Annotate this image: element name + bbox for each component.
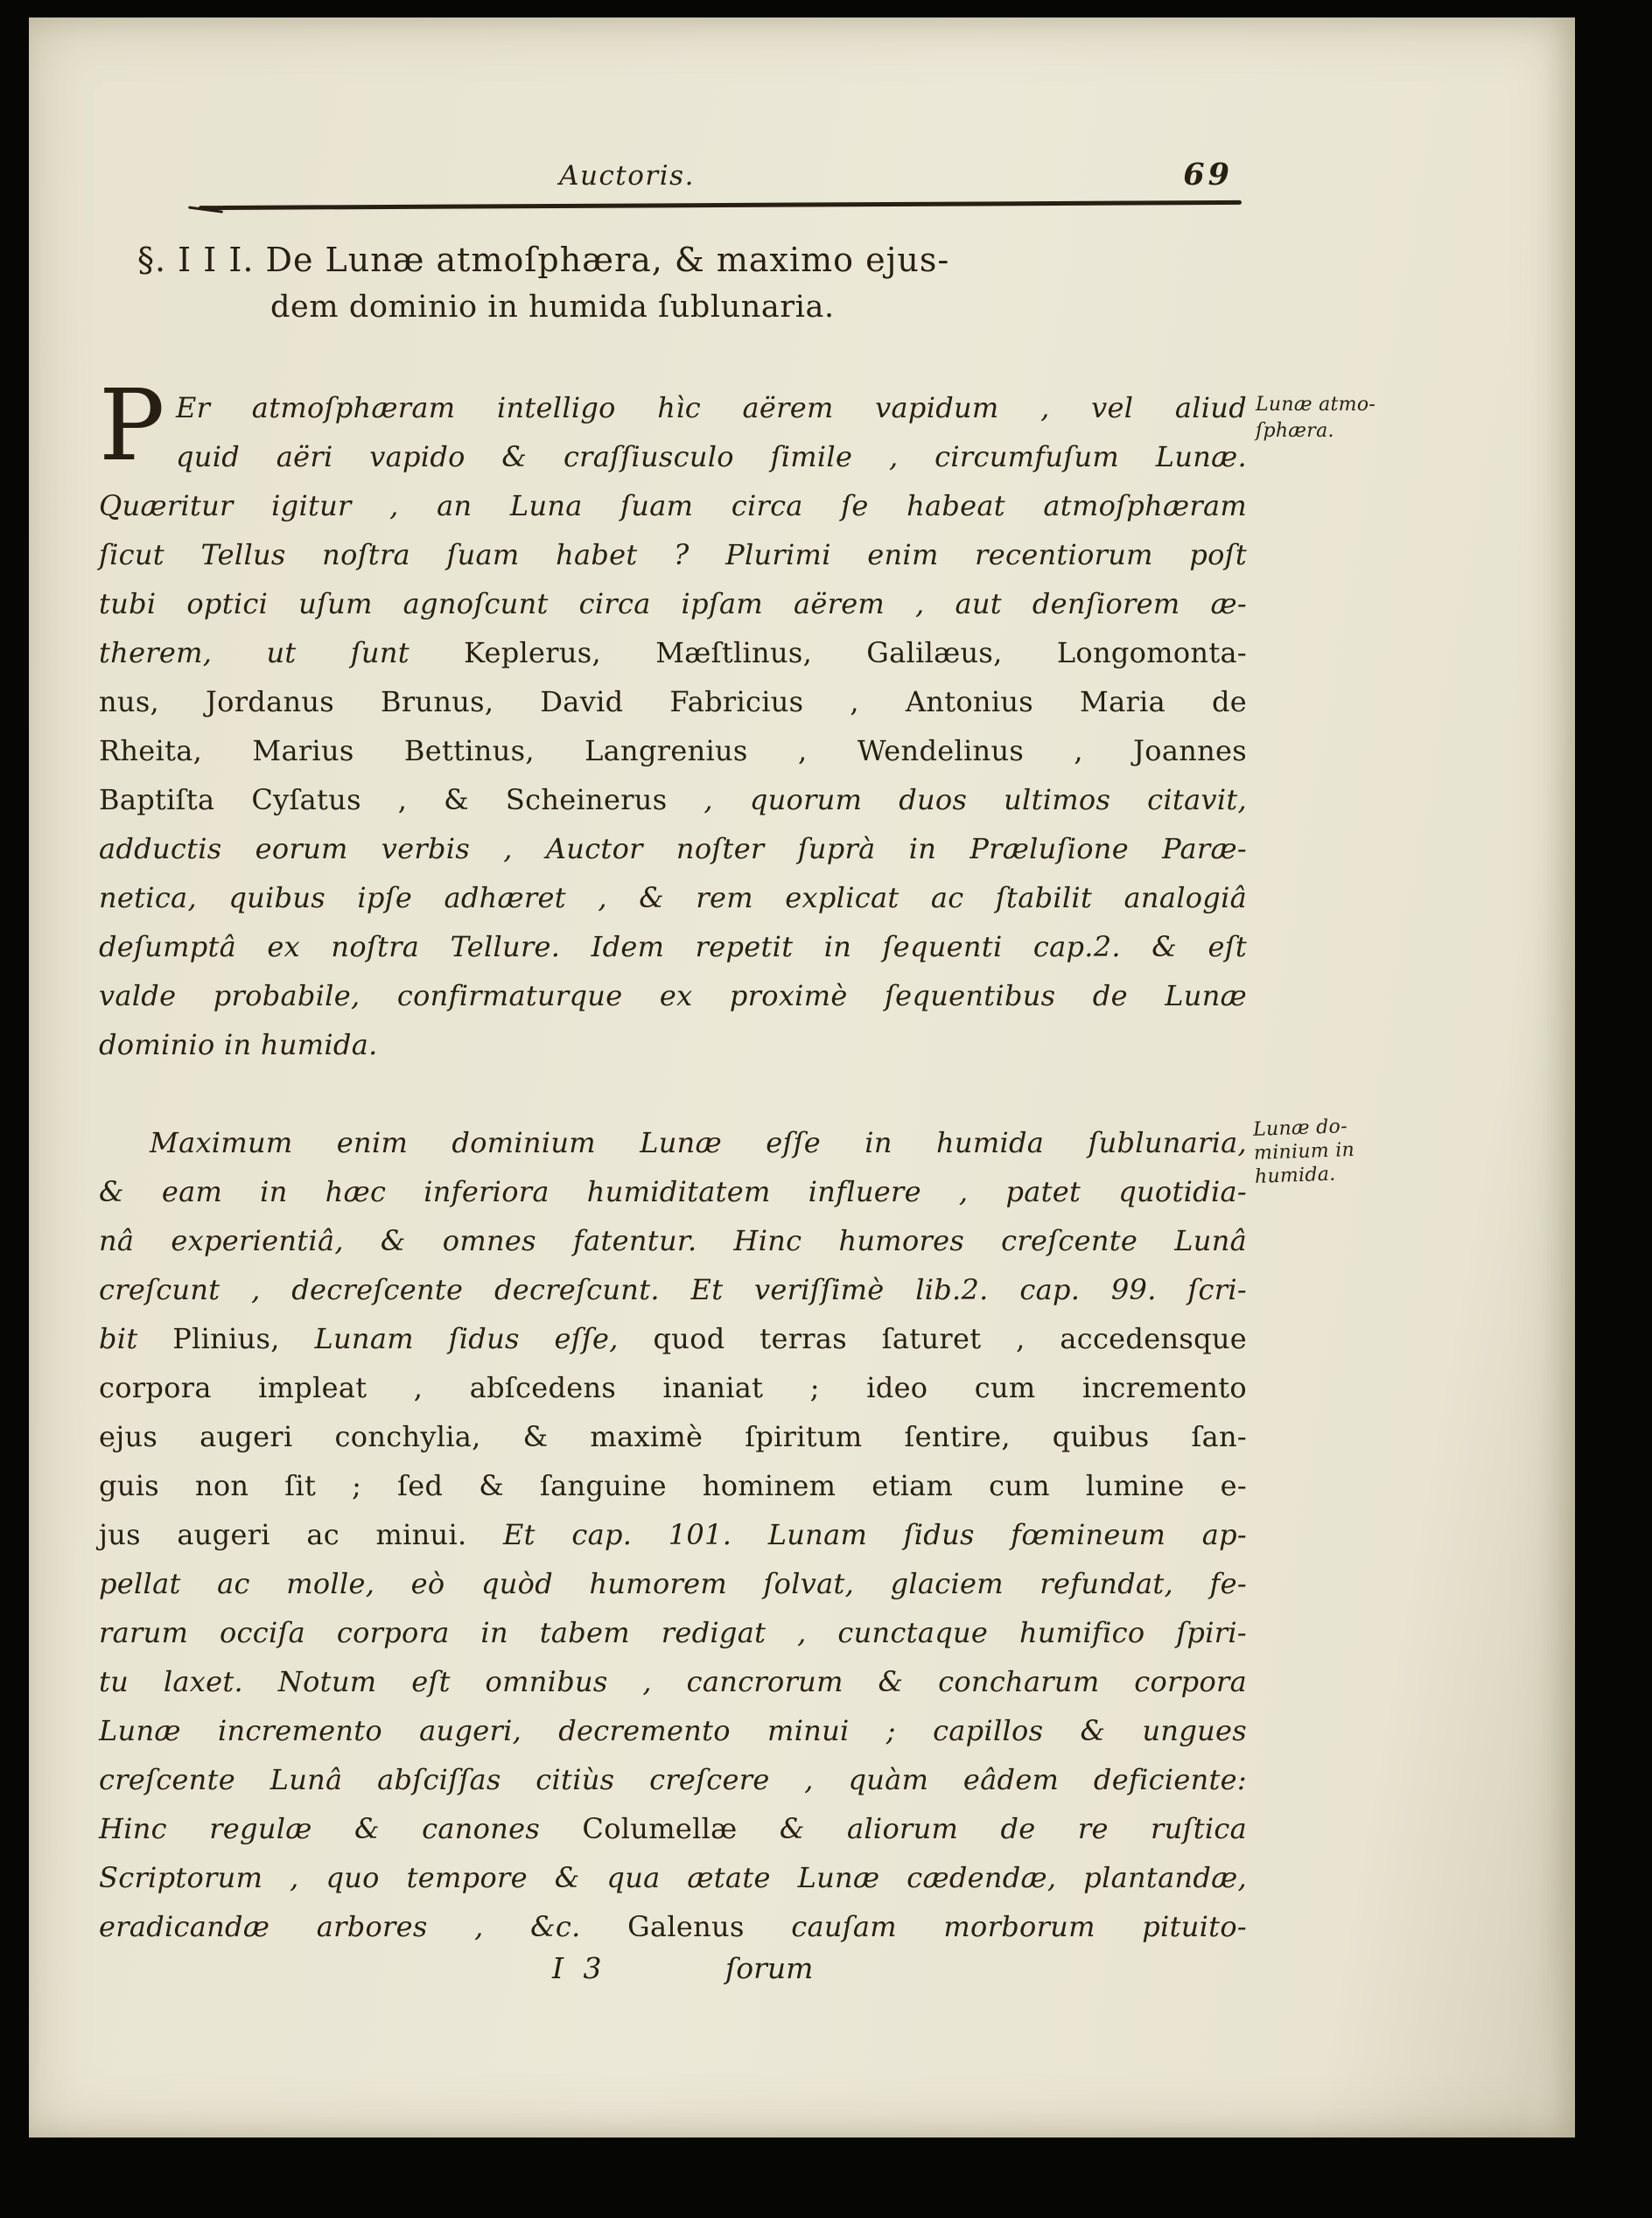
italic-text-segment: tubi optici uſum agnoſcunt circa ipſam aërem , aut denſiorem æ- [99, 587, 1247, 620]
text-line [99, 726, 1247, 775]
italic-text-segment: valde probabile, confirmaturque ex proximè ſequentibus de Lunæ [99, 979, 1247, 1012]
text-line [99, 1363, 1247, 1412]
margin-note-line: ſphæra. [1256, 420, 1334, 442]
margin-note-line: humida. [1254, 1163, 1336, 1188]
text-line [99, 1706, 1247, 1755]
italic-text-segment: netica, quibus ipſe adhæret , & rem explicat ac ſtabilit analogiâ [99, 881, 1247, 914]
text-line [99, 481, 1247, 530]
italic-text-segment: therem, ut ſunt [99, 636, 465, 669]
page-footer [99, 1951, 1247, 2000]
roman-text-segment: Plinius, [172, 1322, 315, 1355]
text-line [99, 1461, 1247, 1510]
roman-text-segment: Columellæ [582, 1812, 780, 1845]
italic-text-segment: Quæritur igitur , an Luna ſuam circa ſe habeat atmoſphæram [99, 489, 1247, 522]
section-heading-line1: §. I I I. De Lunæ atmoſphæra, & maximo ejus- [137, 241, 950, 279]
page-number: 69 [1183, 157, 1233, 192]
margin-note-line: minium in [1253, 1138, 1355, 1165]
header-rule-divider [199, 200, 1242, 210]
text-line [99, 1314, 1247, 1363]
italic-text-segment: Scriptorum , quo tempore & qua ætate Lunæ cædendæ, plantandæ, [99, 1861, 1247, 1894]
text-line [99, 677, 1247, 726]
text-line [99, 775, 1247, 824]
italic-text-segment: creſcente Lunâ abſciſſas citiùs creſcere , quàm eâdem deficiente: [99, 1763, 1247, 1796]
text-line [99, 1902, 1247, 1951]
text-line [99, 1608, 1247, 1657]
catchword: ſorum [725, 1951, 814, 1985]
roman-text-segment: Keplerus, Mæſtlinus, Galilæus, Longomonta- [464, 636, 1247, 669]
roman-text-segment: Rheita, Marius Bettinus, Langrenius , Wendelinus , Joannes [99, 734, 1247, 767]
italic-text-segment: Lunam ſidus eſſe, [314, 1322, 654, 1355]
text-line [99, 383, 1247, 432]
text-line [99, 628, 1247, 677]
roman-text-segment: jus augeri ac minui. [99, 1518, 503, 1551]
roman-text-segment: Galenus [627, 1910, 792, 1943]
text-line [99, 1510, 1247, 1559]
italic-text-segment: ſicut Tellus noſtra ſuam habet ? Plurimi enim recentiorum poſt [99, 538, 1247, 571]
section-heading-line2: dem dominio in humida ſublunaria. [270, 290, 835, 325]
italic-text-segment: Maximum enim dominium Lunæ eſſe in humida ſublunaria, [150, 1126, 1247, 1159]
text-line [99, 1167, 1247, 1216]
margin-note [1256, 392, 1448, 444]
page-header [99, 157, 1247, 199]
italic-text-segment: deſumptâ ex noſtra Tellure. Idem repetit in ſequenti cap.2. & eſt [99, 930, 1247, 963]
book-page [29, 17, 1575, 2138]
italic-text-segment: adductis eorum verbis , Auctor noſter ſuprà in Præluſione Paræ- [99, 832, 1247, 865]
italic-text-segment: & eam in hæc inferiora humiditatem influere , patet quotidia- [99, 1175, 1247, 1208]
italic-text-segment: rarum occiſa corpora in tabem redigat , cunctaque humifico ſpiri- [99, 1616, 1247, 1649]
section-heading [99, 236, 1247, 331]
italic-text-segment: quid aëri vapido & craſſiusculo ſimile , circumfuſum Lunæ. [176, 440, 1247, 473]
margin-note-line: Lunæ atmo- [1256, 394, 1376, 416]
margin-note [1253, 1111, 1448, 1189]
text-line [99, 1412, 1247, 1461]
drop-cap: P [99, 369, 165, 483]
italic-text-segment: , quorum duos ultimos citavit, [704, 783, 1247, 816]
italic-text-segment: Et cap. 101. Lunam ſidus fœmineum ap- [503, 1518, 1247, 1551]
italic-text-segment: dominio in humida. [99, 1028, 378, 1061]
italic-text-segment: eradicandæ arbores , &c. [99, 1910, 628, 1943]
roman-text-segment: nus, Jordanus Brunus, David Fabricius , Antonius Maria de [99, 685, 1247, 718]
text-line [99, 922, 1247, 971]
roman-text-segment: Baptiſta Cyſatus , & Scheinerus [99, 783, 704, 816]
italic-text-segment: tu laxet. Notum eſt omnibus , cancrorum & concharum corpora [99, 1665, 1247, 1698]
italic-text-segment: & aliorum de re ruſtica [779, 1812, 1248, 1845]
italic-text-segment: Hinc regulæ & canones [99, 1812, 583, 1845]
body-text [99, 369, 1248, 2000]
text-line [99, 530, 1247, 579]
text-line [99, 971, 1247, 1020]
roman-text-segment: ejus augeri conchylia, & maximè ſpiritum ſentire, quibus ſan- [99, 1420, 1247, 1453]
italic-text-segment: Lunæ incremento augeri, decremento minui ; capillos & ungues [99, 1714, 1247, 1747]
italic-text-segment: Er atmoſphæram intelligo hìc aërem vapidum , vel aliud [176, 391, 1247, 424]
italic-text-segment: bit [99, 1322, 173, 1355]
roman-text-segment: corpora impleat , abſcedens inaniat ; ideo cum incremento [99, 1371, 1247, 1404]
text-line [99, 1020, 1247, 1069]
italic-text-segment: pellat ac molle, eò quòd humorem ſolvat, glaciem refundat, fe- [99, 1567, 1247, 1600]
text-line [99, 1118, 1247, 1167]
italic-text-segment: nâ experientiâ, & omnes fatentur. Hinc humores creſcente Lunâ [99, 1224, 1247, 1257]
roman-text-segment: quod terras ſaturet , accedensque [653, 1322, 1248, 1355]
running-header-title: Auctoris. [559, 160, 695, 192]
text-line [99, 1265, 1247, 1314]
text-line [99, 1755, 1247, 1804]
text-line [99, 1559, 1247, 1608]
margin-note-line: Lunæ do- [1252, 1116, 1348, 1141]
text-line [99, 432, 1247, 481]
text-line [99, 1216, 1247, 1265]
paragraph [99, 1118, 1247, 1951]
text-line [99, 1853, 1247, 1902]
paragraph [99, 369, 1247, 1069]
text-line [99, 873, 1247, 922]
italic-text-segment: creſcunt , decreſcente decreſcunt. Et veriſſimè lib.2. cap. 99. ſcri- [99, 1273, 1247, 1306]
roman-text-segment: guis non ſit ; ſed & ſanguine hominem etiam cum lumine e- [99, 1469, 1247, 1502]
signature-mark: I 3 [552, 1951, 607, 1985]
text-line [99, 824, 1247, 873]
text-line [99, 1657, 1247, 1706]
italic-text-segment: cauſam morborum pituito- [791, 1910, 1248, 1943]
text-line [99, 579, 1247, 628]
text-line [99, 1804, 1247, 1853]
